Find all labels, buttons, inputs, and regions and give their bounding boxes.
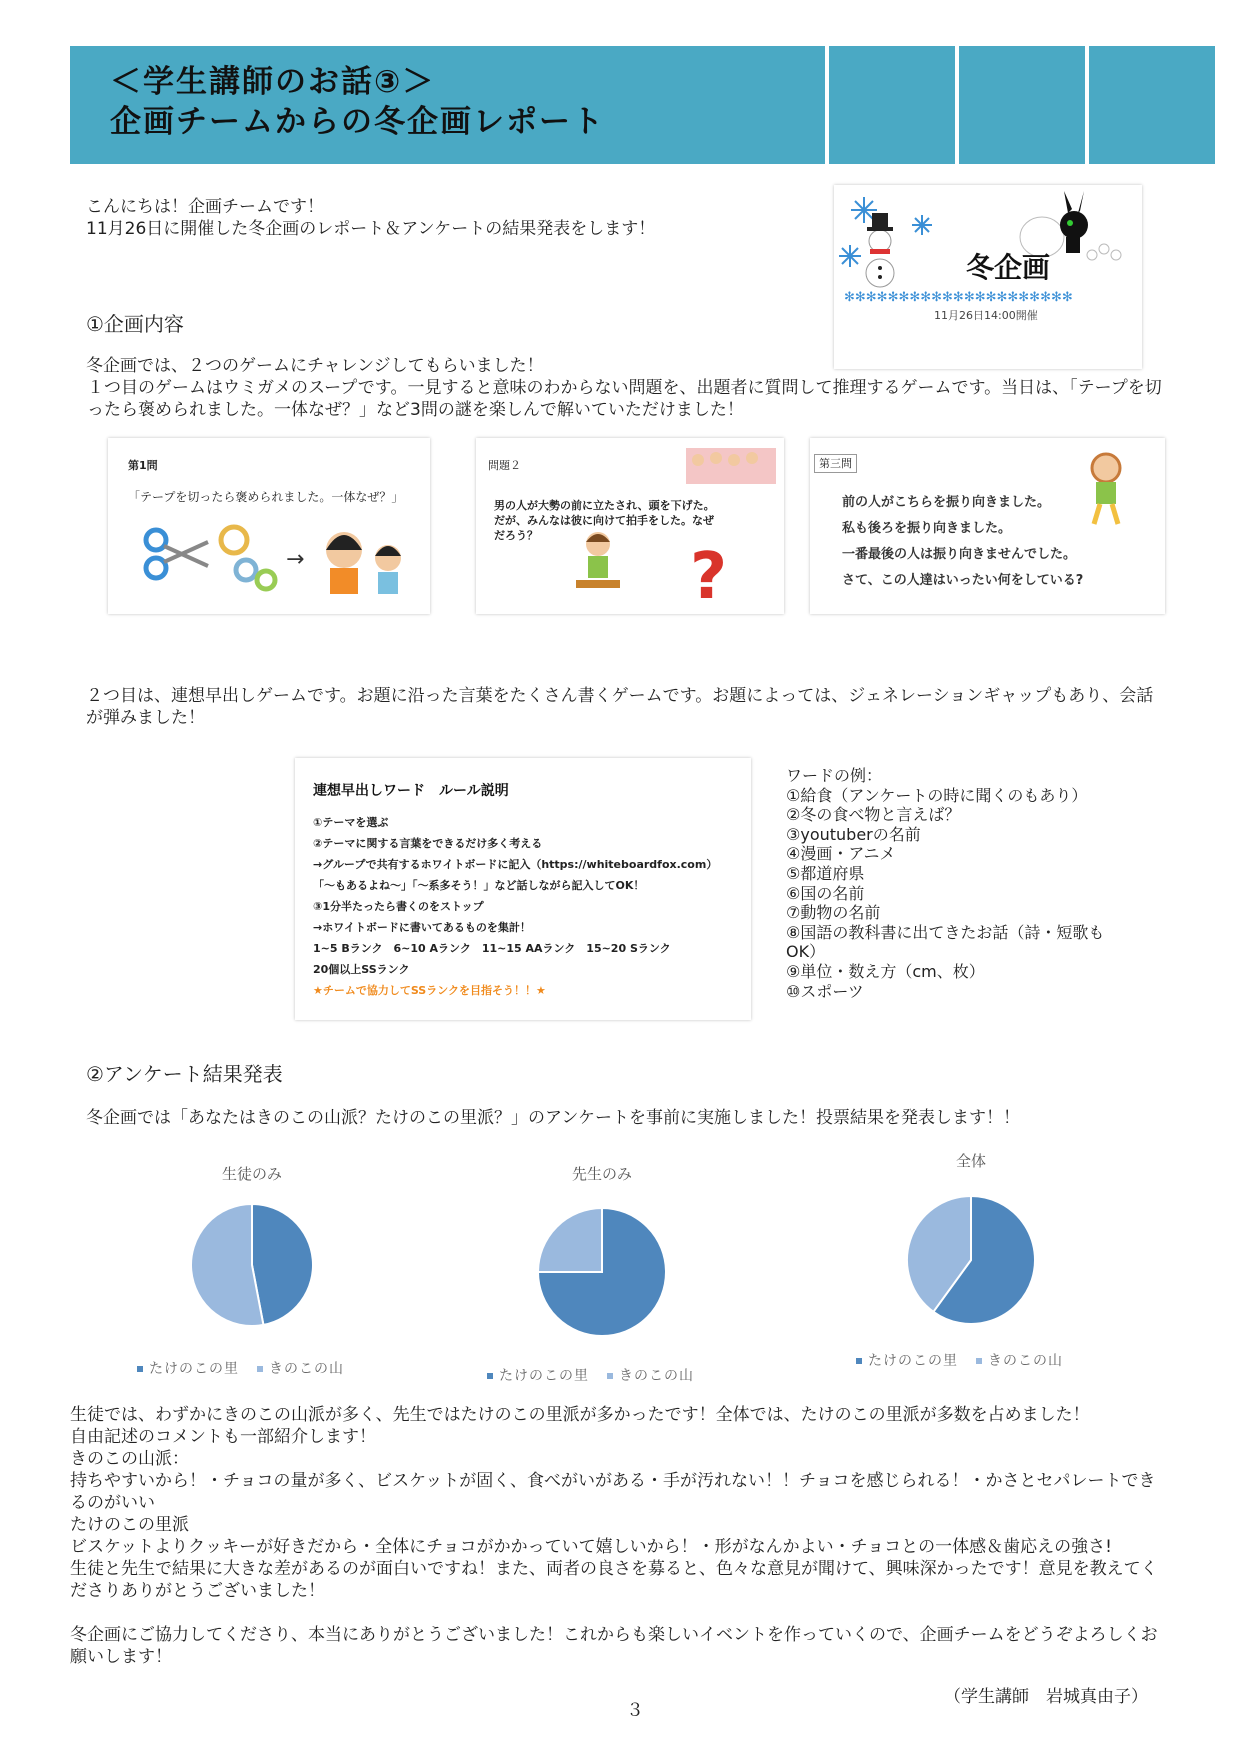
rules-line: ③1分半たったら書くのをストップ [313,900,484,913]
legend-item [487,1368,589,1384]
rules-title: 連想早出しワード ルール説明 [313,783,509,799]
word-example-item: ⑨単位・数え方（cm、枚） [786,961,985,981]
word-example-item: ⑩スポーツ [786,981,864,1001]
conclusion [70,1404,1170,1668]
pie-slice [538,1208,602,1272]
title-line-1: ＜学生講師のお話③＞ [110,64,436,100]
intro-line-1: こんにちは！企画チームです！ [86,197,324,217]
question-line: 私も後ろを振り向きました。 [842,521,1012,536]
rules-list [313,812,717,1001]
poster-title: 冬企画 [966,251,1051,284]
snowman-icon [866,213,894,287]
word-example-item: ④漫画・アニメ [786,844,896,864]
rabbit-icon [1020,191,1088,257]
legend-item [137,1361,239,1377]
mini-snowman-icon [1087,244,1121,260]
legend-item [856,1353,958,1369]
winter-event-poster [834,185,1142,369]
rules-line: →ホワイトボードに書いてあるものを集計！ [313,921,531,934]
section1-paragraph: １つ目のゲームはウミガメのスープです。一見すると意味のわからない問題を、出題者に質問して推理するゲームです。当日は、「テープを切ったら褒められました。一体なぜ？」など3問の謎を楽しんで解いていただけました！ [87,378,1162,420]
section1-paragraph-3: ２つ目は、連想早出しゲームです。お題に沿った言葉をたくさん書くゲームです。お題によっては、ジェネレーションギャップもあり、会話が弾みました！ [86,686,1154,728]
intro-line-2: 11月26日に開催した冬企画のレポート＆アンケートの結果発表をします！ [86,219,656,239]
question-illustration [476,438,784,614]
question-card-2 [476,438,784,614]
rules-line: 「～もあるよね～」「～系多そう！」など話しながら記入してOK！ [313,879,645,892]
title-line-2: 企画チームからの冬企画レポート [110,104,605,140]
rules-card [295,758,751,1020]
conclusion-line: 生徒と先生で結果に大きな差があるのが面白いですね！また、両者の良さを募ると、色々な意見が聞けて、興味深かったです！意見を教えてくださりありがとうございました！ [70,1559,1158,1601]
legend-swatch [976,1358,982,1364]
section1-body [86,355,1166,421]
legend-swatch [137,1366,143,1372]
legend-item [607,1368,694,1384]
bowing-man-icon [576,532,620,588]
conclusion-line: たけのこの里派 [70,1515,189,1535]
chart-legend [137,1358,362,1378]
section2-intro: 冬企画では「あなたはきのこの山派？たけのこの里派？」のアンケートを事前に実施しました！投票結果を発表します！！ [86,1108,1020,1128]
legend-swatch [607,1373,613,1379]
conclusion-line: きのこの山派： [70,1449,189,1469]
poster-stars: ✻✻✻✻✻✻✻✻✻✻✻✻✻✻✻✻✻✻✻✻✻ [844,290,1073,305]
question-illustration [138,520,418,600]
header-tab [1089,46,1215,164]
question-mark-icon: ? [690,540,728,614]
legend-label: きのこの山 [269,1361,344,1377]
word-example-item: ①給食（アンケートの時に聞くのもあり） [786,785,1088,805]
word-example-item: ⑥国の名前 [786,883,865,903]
header-tab [829,46,955,164]
poster-illustration [834,185,1142,369]
conclusion-line: 生徒では、わずかにきのこの山派が多く、先生ではたけのこの里派が多かったです！全体では、たけのこの里派が多数を占めました！ [70,1405,1090,1425]
closing-message: 冬企画にご協力してくださり、本当にありがとうございました！これからも楽しいイベントを作っていくので、企画チームをどうぞよろしくお願いします！ [70,1625,1158,1667]
people-icon [326,532,401,594]
conclusion-line: ビスケットよりクッキーが好きだから・全体にチョコがかかっていて嬉しいから！・形がなんかよい・チョコとの一体感＆歯応えの強さ! [70,1537,1112,1557]
rules-line: 1~5 Bランク 6~10 Aランク 11~15 AAランク 15~20 Sランク [313,942,671,955]
rules-line: ②テーマに関する言葉をできるだけ多く考える [313,837,543,850]
pie-slice [191,1204,263,1326]
pie-slice [252,1204,313,1325]
question-text: 男の人が大勢の前に立たされ、頭を下げた。だが、みんなは彼に向けて拍手をした。なぜだろう？ [494,499,715,542]
chart-title: 生徒のみ [221,1165,282,1183]
word-examples-title: ワードの例： [786,766,883,785]
legend-label: たけのこの里 [499,1368,589,1384]
conclusion-line: 自由記述のコメントも一部紹介します！ [70,1427,376,1447]
conclusion-line: 持ちやすいから！・チョコの量が多く、ビスケットが固く、食べがいがある・手が汚れない！！チョコを感じられる！・かさとセパレートできるのがいい [70,1471,1156,1513]
question-text [842,490,1083,594]
rules-line: →グループで共有するホワイトボードに記入（https://whiteboardfox.com） [313,858,718,871]
rules-goal: ★チームで協力してSSランクを目指そう！！★ [313,984,546,997]
word-example-item: ⑤都道府県 [786,863,865,883]
pie-chart [189,1202,315,1328]
legend-swatch [856,1358,862,1364]
pie-chart [905,1194,1037,1326]
question-card-3 [810,438,1165,614]
legend-label: きのこの山 [619,1368,694,1384]
legend-label: きのこの山 [988,1353,1063,1369]
word-example-item: ③youtuberの名前 [786,824,921,844]
pie-chart [536,1206,668,1338]
arrow-icon: → [286,547,305,572]
tape-icon [221,527,275,589]
question-card-1 [108,438,430,614]
word-example-item: OK） [786,942,826,962]
word-example-item: ⑦動物の名前 [786,903,881,923]
question-line: さて、この人達はいったい何をしている? [842,573,1084,588]
question-text: 「テープを切ったら褒められました。一体なぜ？」 [128,490,404,504]
legend-label: たけのこの里 [868,1353,958,1369]
word-examples [786,766,1146,1001]
poster-date: 11月26日14:00開催 [934,309,1038,322]
rules-line: ①テーマを選ぶ [313,816,389,829]
signature: （学生講師 岩城真由子） [944,1687,1148,1707]
intro [86,196,786,240]
audience-icon [686,448,776,484]
section1-paragraph: 冬企画では、２つのゲームにチャレンジしてもらいました！ [86,356,544,376]
chart-legend [487,1365,712,1385]
legend-label: たけのこの里 [149,1361,239,1377]
legend-item [257,1361,344,1377]
page-title [110,62,605,142]
chart-title: 全体 [955,1152,986,1170]
rules-line: 20個以上SSランク [313,963,410,976]
legend-swatch [487,1373,493,1379]
question-label: 問題２ [488,459,521,472]
page-number: ３ [626,1700,644,1721]
chart-legend [856,1350,1081,1370]
legend-swatch [257,1366,263,1372]
chart-title: 先生のみ [571,1165,632,1183]
section2-heading: ②アンケート結果発表 [86,1062,283,1086]
header-tab [959,46,1085,164]
question-label: 第1問 [128,459,158,472]
word-example-item: ②冬の食べ物と言えば？ [786,805,961,825]
question-label: 第三問 [814,454,857,473]
section1-heading: ①企画内容 [86,312,184,336]
scissors-icon [146,530,208,578]
question-line: 一番最後の人は振り向きませんでした。 [842,547,1077,562]
surprised-woman-icon [1072,448,1152,528]
legend-item [976,1353,1063,1369]
word-example-item: ⑧国語の教科書に出てきたお話（詩・短歌も [786,922,1105,942]
question-line: 前の人がこちらを振り向きました。 [842,495,1051,510]
